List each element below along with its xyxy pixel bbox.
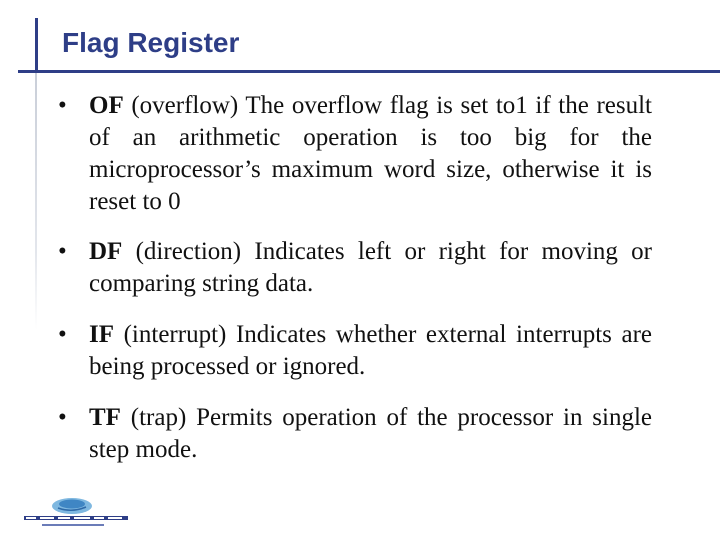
frame-vertical-line	[35, 18, 38, 70]
flag-description: (interrupt) Indicates whether external interrupts are being processed or ignored.	[89, 321, 652, 380]
flag-term: TF	[89, 404, 121, 431]
bullet-list	[56, 90, 652, 466]
flag-term: DF	[89, 238, 123, 265]
flag-description: (trap) Permits operation of the processor in single step mode.	[89, 404, 652, 463]
bullet-icon: •	[58, 92, 67, 119]
bullet-item-of	[56, 90, 652, 218]
flag-term: IF	[89, 321, 114, 348]
flag-description: (direction) Indicates left or right for moving or comparing string data.	[89, 238, 652, 297]
bullet-item-tf	[56, 402, 652, 466]
logo-icon	[20, 495, 130, 533]
bullet-item-if	[56, 319, 652, 383]
frame-vertical-fade-line	[35, 70, 37, 330]
flag-term: OF	[89, 92, 124, 119]
bullet-icon: •	[58, 321, 67, 348]
bullet-icon: •	[58, 404, 67, 431]
bullet-item-df	[56, 236, 652, 300]
bullet-icon: •	[58, 238, 67, 265]
flag-description: (overflow) The overflow flag is set to1 if the result of an arithmetic operation is too big for the microprocessor’s maximum word size, otherwise it is reset to 0	[89, 92, 652, 215]
slide-title: Flag Register	[62, 27, 240, 58]
frame-horizontal-line	[18, 70, 720, 73]
